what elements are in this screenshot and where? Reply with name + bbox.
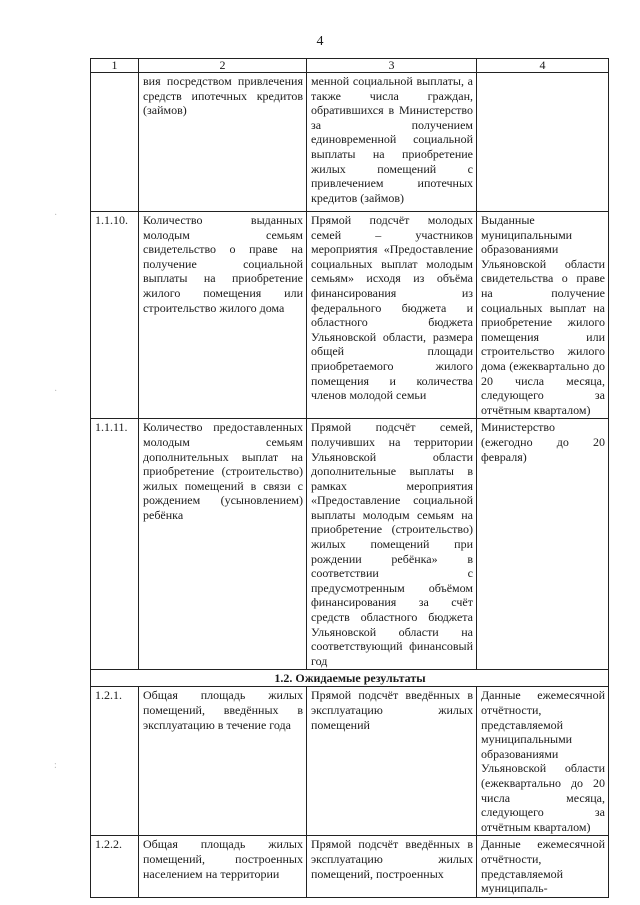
row-number: 1.2.1. xyxy=(91,687,139,836)
data-source: Данные ежемесячной отчётности, представляемой муниципальными образованиями Ульяновской области (ежеквартально до 20 числа месяца, следующего за отчётным кварталом) xyxy=(477,687,609,836)
table-row xyxy=(91,836,609,897)
row-number xyxy=(91,73,139,212)
column-header: 2 xyxy=(139,59,307,73)
row-number: 1.2.2. xyxy=(91,836,139,897)
calculation-method: Прямой подсчёт семей, получивших на территории Ульяновской области дополнительные выплаты в рамках мероприятия «Предоставление социальной выплаты молодым семьям на приобретение (строительство) жилых помещений при рождении ребёнка» в соответствии с предусмотренным объёмом финансирования за счёт средств областного бюджета Ульяновской области на соответствующий финансовый год xyxy=(307,419,477,670)
table-row xyxy=(91,419,609,670)
table-row xyxy=(91,687,609,836)
row-number: 1.1.11. xyxy=(91,419,139,670)
calculation-method: Прямой подсчёт введённых в эксплуатацию жилых помещений, построенных xyxy=(307,836,477,897)
page-number: 4 xyxy=(316,34,324,49)
data-source: Выданные муниципальными образованиями Ульяновской области свидетельства о праве на получение социальных выплат на приобретение жилого помещения или строительство жилого дома (ежеквартально до 20 числа месяца, следующего за отчётным кварталом) xyxy=(477,212,609,419)
indicator-name: Общая площадь жилых помещений, введённых в эксплуатацию в течение года xyxy=(139,687,307,836)
table-header-row xyxy=(91,59,609,73)
data-source: Министерство (ежегодно до 20 февраля) xyxy=(477,419,609,670)
indicator-name: вия посредством привлечения средств ипотечных кредитов (займов) xyxy=(139,73,307,212)
column-header: 3 xyxy=(307,59,477,73)
data-source xyxy=(477,73,609,212)
section-row xyxy=(91,670,609,687)
column-header: 4 xyxy=(477,59,609,73)
section-title: 1.2. Ожидаемые результаты xyxy=(91,670,609,687)
calculation-method: менной социальной выплаты, а также числа граждан, обратившихся в Министерство за получением единовременной социальной выплаты на приобретение жилых помещений с привлечением ипотечных кредитов (займов) xyxy=(307,73,477,212)
indicators-table xyxy=(90,58,609,898)
scan-artifact: · xyxy=(54,386,58,397)
indicator-name: Общая площадь жилых помещений, построенных населением на территории xyxy=(139,836,307,897)
table-row xyxy=(91,212,609,419)
table-row xyxy=(91,73,609,212)
row-number: 1.1.10. xyxy=(91,212,139,419)
data-source: Данные ежемесячной отчётности, представляемой муниципаль- xyxy=(477,836,609,897)
indicator-name: Количество предоставленных молодым семьям дополнительных выплат на приобретение (строительство) жилых помещений в связи с рождением (усыновлением) ребёнка xyxy=(139,419,307,670)
indicator-name: Количество выданных молодым семьям свидетельство о праве на получение социальной выплаты на приобретение жилого помещения или строительство жилого дома xyxy=(139,212,307,419)
calculation-method: Прямой подсчёт молодых семей – участников мероприятия «Предоставление социальных выплат молодым семьям» исходя из объёма финансирования из федерального бюджета и областного бюджета Ульяновской области, размера общей площади приобретаемого жилого помещения и количества членов молодой семьи xyxy=(307,212,477,419)
scan-artifact: : xyxy=(54,760,57,771)
scan-artifact: · xyxy=(54,210,58,221)
calculation-method: Прямой подсчёт введённых в эксплуатацию жилых помещений xyxy=(307,687,477,836)
column-header: 1 xyxy=(91,59,139,73)
